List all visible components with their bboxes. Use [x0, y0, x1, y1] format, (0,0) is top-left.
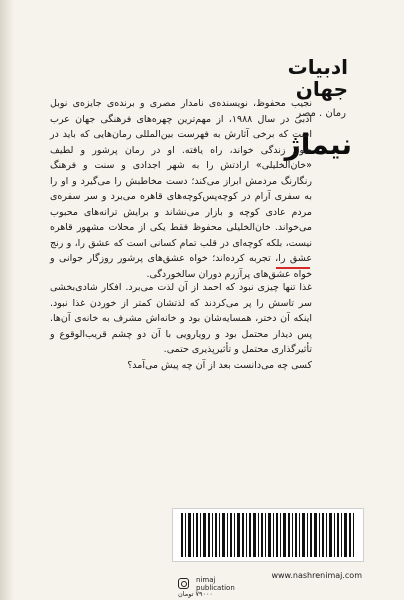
handle-line-1: nimaj — [196, 576, 216, 584]
spine-shadow — [0, 0, 14, 600]
excerpt-paragraph-1: غذا تنها چیزی نبود که احمد از آن لذت می‌برد. افکار شادی‌بخشی سر تاسش را پر می‌کردند که لذتشان کمتر از خوردن غذا نبود. اینکه آن دختر، همسایه‌شان بود و خانه‌اش مشرف به خانه‌ی آن‌ها. پس دیدار محتمل بود و رویارویی با آن دو چشم قریب‌الوقوع و تأثیرگذاری محتمل و تأثیرپذیری حتمی. — [50, 282, 312, 355]
series-subtitle: رمان . مصر — [296, 108, 346, 119]
publisher-website: www.nashrenimaj.com — [271, 571, 362, 580]
author-bio — [50, 96, 312, 282]
accent-rule — [276, 267, 310, 269]
publisher-logo: نیماژ — [284, 128, 352, 161]
series-title: ادبیات جهان — [287, 55, 348, 101]
barcode — [172, 508, 364, 562]
excerpt-paragraph-2: کسی چه می‌دانست بعد از آن چه پیش می‌آمد؟ — [127, 359, 312, 371]
instagram-icon — [178, 578, 189, 589]
barcode-bars — [181, 513, 355, 557]
handle-line-2: publication — [196, 584, 235, 592]
book-price: ۷۹۰۰۰ تومان — [178, 590, 213, 598]
book-excerpt — [50, 280, 312, 373]
bio-paragraph: نجیب محفوظ، نویسنده‌ی نامدار مصری و برنده‌ی جایزه‌ی نوبل ادبی در سال ۱۹۸۸، از مهم‌ترین چهره‌های فرهنگی جهان عرب است که برخی آثارش به فهرست بین‌المللی رمان‌هایی که باید در طول زندگی خواند، راه یافته. او در رمان پرشور و لطیف «خان‌الخلیلی» ارادتش را به شهر اجدادی و سنت و فرهنگ رنگارنگ مردمش ابراز می‌کند؛ دست مخاطبش را می‌گیرد و او را به سفری آرام در کوچه‌پس‌کوچه‌های قاهره می‌برد و سر سفره‌ی مردم عادی کوچه و بازار می‌نشاند و برایش ترانه‌های محبوب می‌خواند. خان‌الخلیلی محفوظ فقط یکی از محلات مشهور قاهره نیست، بلکه کوچه‌ای در قلب تمام کسانی است که عشق را، و رنج عشق را، تجربه کرده‌اند؛ خواه عشق‌های پرشور روزگار جوانی و خواه عشق‌های پرآزرم دوران سالخوردگی. — [50, 98, 312, 280]
